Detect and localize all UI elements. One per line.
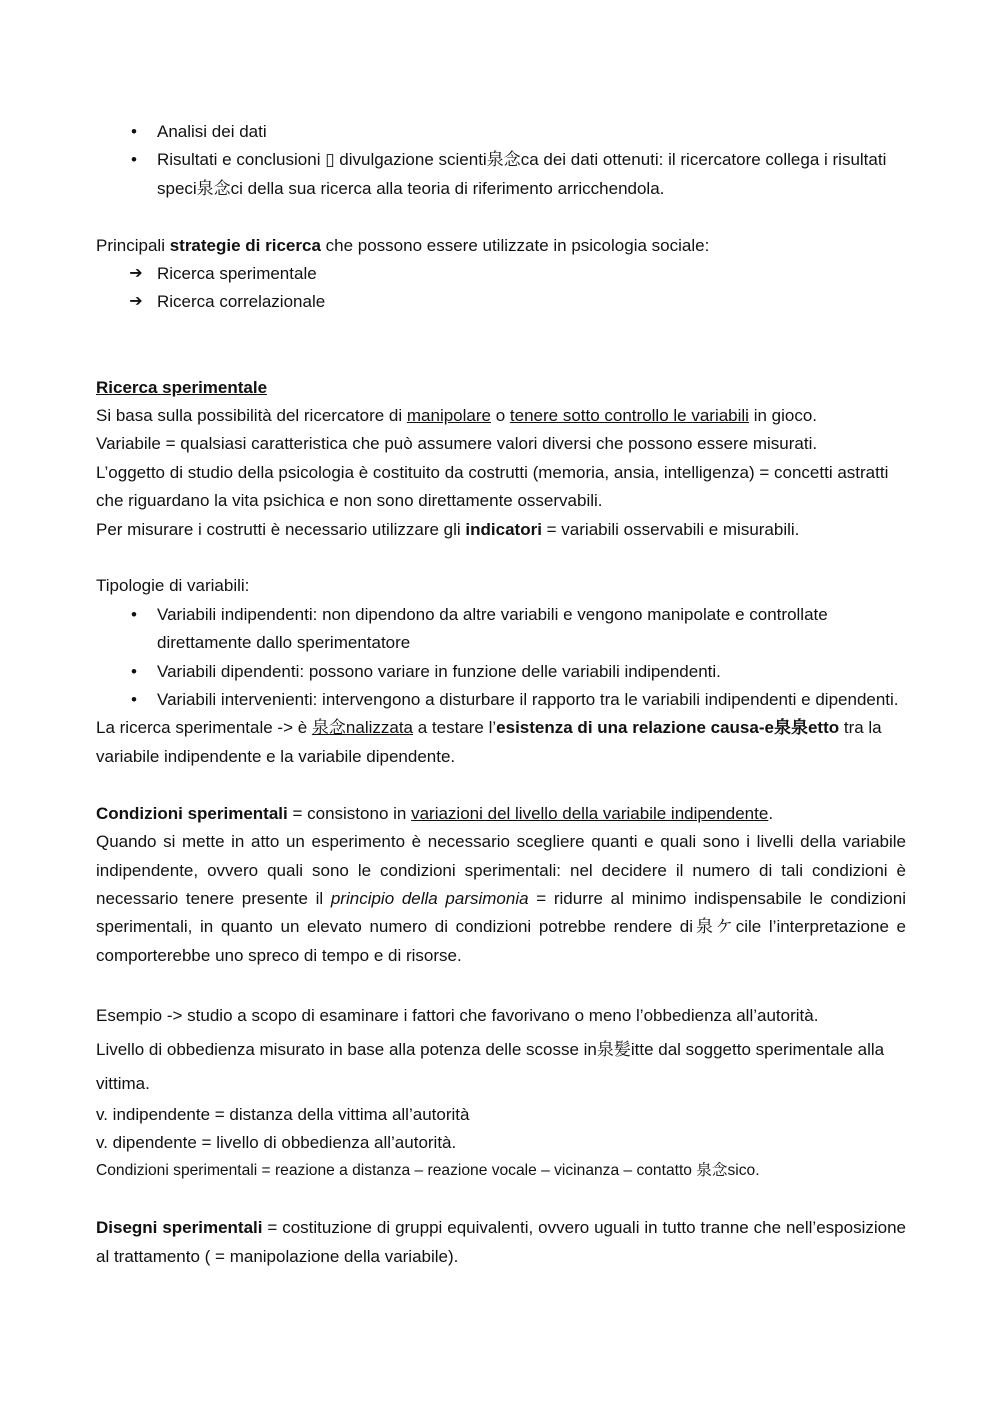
text-run: = consistono in (287, 803, 412, 823)
text-run: . (768, 803, 774, 823)
list-item-text: Risultati e conclusioni ▯ divulgazione scienti泉念ca dei dati ottenuti: il ricercatore collega i risultati speci泉念ci della sua ricerca alla teoria di riferimento arricchendola. (157, 150, 887, 198)
paragraph: Condizioni sperimentali = reazione a distanza – reazione vocale – vicinanza – contatto 泉念sico. (96, 1162, 760, 1180)
document-body (96, 118, 906, 1271)
paragraph (96, 800, 906, 828)
spacer (96, 970, 906, 998)
bold-term: esistenza di una relazione causa-e泉泉etto (496, 718, 840, 738)
text-run: = ridurre al minimo indispensabile le condizioni sperimentali, in quanto un elevato numero di condizioni potrebbe rendere di泉ケcile l’interpretazione e comporterebbe uno spreco di tempo e di risorse. (96, 888, 906, 965)
text-run: o (490, 406, 510, 426)
text-run: Per misurare i costrutti è necessario utilizzare gli (96, 519, 466, 539)
arrow-right-icon: ➔ (129, 265, 143, 283)
underlined-term: tenere sotto controllo le variabili (509, 406, 749, 426)
strategies-paragraph (96, 232, 906, 260)
list-item (96, 260, 906, 288)
underlined-term: manipolare (406, 406, 491, 426)
section-heading: Ricerca sperimentale (96, 377, 268, 397)
paragraph: Livello di obbedienza misurato in base alla potenza delle scosse in泉髪itte dal soggetto sperimentale alla vittima. (96, 1039, 885, 1093)
spacer (96, 1186, 906, 1214)
paragraph: Tipologie di variabili: (96, 576, 250, 596)
list-item-text: Analisi dei dati (157, 122, 267, 141)
bullet-glyph: • (131, 122, 137, 141)
text-run: = costituzione di gruppi equivalenti, ovvero uguali in tutto tranne che nell’esposizione al trattamento ( = manipolazione della variabile). (96, 1218, 906, 1266)
bullet-glyph: • (131, 661, 137, 681)
paragraph (96, 828, 906, 970)
list-item-text: Variabili intervenienti: intervengono a disturbare il rapporto tra le variabili indipendenti e dipendenti. (157, 690, 899, 710)
underlined-term: 泉念nalizzata (311, 718, 414, 738)
spacer (96, 544, 906, 572)
bold-term: indicatori (465, 519, 542, 539)
paragraph: v. dipendente = livello di obbedienza all’autorità. (96, 1132, 457, 1152)
list-item (96, 146, 906, 203)
list-item-text: Ricerca sperimentale (157, 264, 317, 284)
paragraph: Variabile = qualsiasi caratteristica che può assumere valori diversi che possono essere misurati. (96, 434, 818, 454)
list-item-text: Variabili dipendenti: possono variare in funzione delle variabili indipendenti. (157, 661, 721, 681)
bold-term: Disegni sperimentali (96, 1218, 263, 1238)
spacer (96, 203, 906, 231)
text-run: a testare l’ (413, 718, 497, 738)
paragraph (96, 516, 906, 544)
paragraph: L’oggetto di studio della psicologia è costituito da costrutti (memoria, ansia, intelligenza) = concetti astratti che riguardano la vita psichica e non sono direttamente osservabili. (96, 462, 889, 511)
strategies-bold: strategie di ricerca (169, 235, 321, 255)
paragraph: v. indipendente = distanza della vittima all’autorità (96, 1104, 470, 1124)
intro-bullet-list (96, 118, 906, 203)
paragraph: Esempio -> studio a scopo di esaminare i fattori che favorivano o meno l’obbedienza all’autorità. (96, 1005, 819, 1025)
bold-term: Condizioni sperimentali (96, 803, 288, 823)
spacer (96, 317, 906, 374)
list-item-text: Variabili indipendenti: non dipendono da altre variabili e vengono manipolate e controllate direttamente dallo sperimentatore (157, 604, 828, 653)
paragraph (96, 1214, 906, 1271)
text-run: La ricerca sperimentale -> è (96, 718, 312, 738)
list-item-text: Ricerca correlazionale (157, 292, 326, 312)
bullet-glyph: • (131, 604, 137, 624)
paragraph (96, 402, 906, 430)
list-item (96, 686, 906, 714)
text-run: = variabili osservabili e misurabili. (541, 519, 800, 539)
strategies-arrow-list (96, 260, 906, 317)
strategies-prefix: Principali (96, 235, 170, 255)
italic-term: principio della parsimonia (330, 888, 529, 908)
text-run: Quando si mette in atto un esperimento è necessario scegliere quanti e quali sono i livelli della variabile indipendente, ovvero quali sono le condizioni sperimentali: nel decidere il numero di tali condizioni è necessario tenere presente il (96, 832, 906, 908)
arrow-right-icon: ➔ (129, 293, 143, 311)
text-run: Si basa sulla possibilità del ricercatore di (96, 406, 407, 426)
text-run: tra la variabile indipendente e la variabile dipendente. (96, 718, 882, 766)
variables-bullet-list (96, 601, 906, 715)
spacer (96, 771, 906, 799)
list-item (96, 658, 906, 686)
list-item (96, 288, 906, 316)
bullet-glyph: • (131, 150, 137, 170)
list-item (96, 601, 906, 658)
strategies-suffix: che possono essere utilizzate in psicologia sociale: (320, 235, 710, 255)
list-item (96, 118, 906, 146)
text-run: in gioco. (748, 406, 818, 426)
paragraph (96, 714, 906, 771)
bullet-glyph: • (131, 690, 137, 710)
underlined-term: variazioni del livello della variabile indipendente (411, 803, 769, 823)
